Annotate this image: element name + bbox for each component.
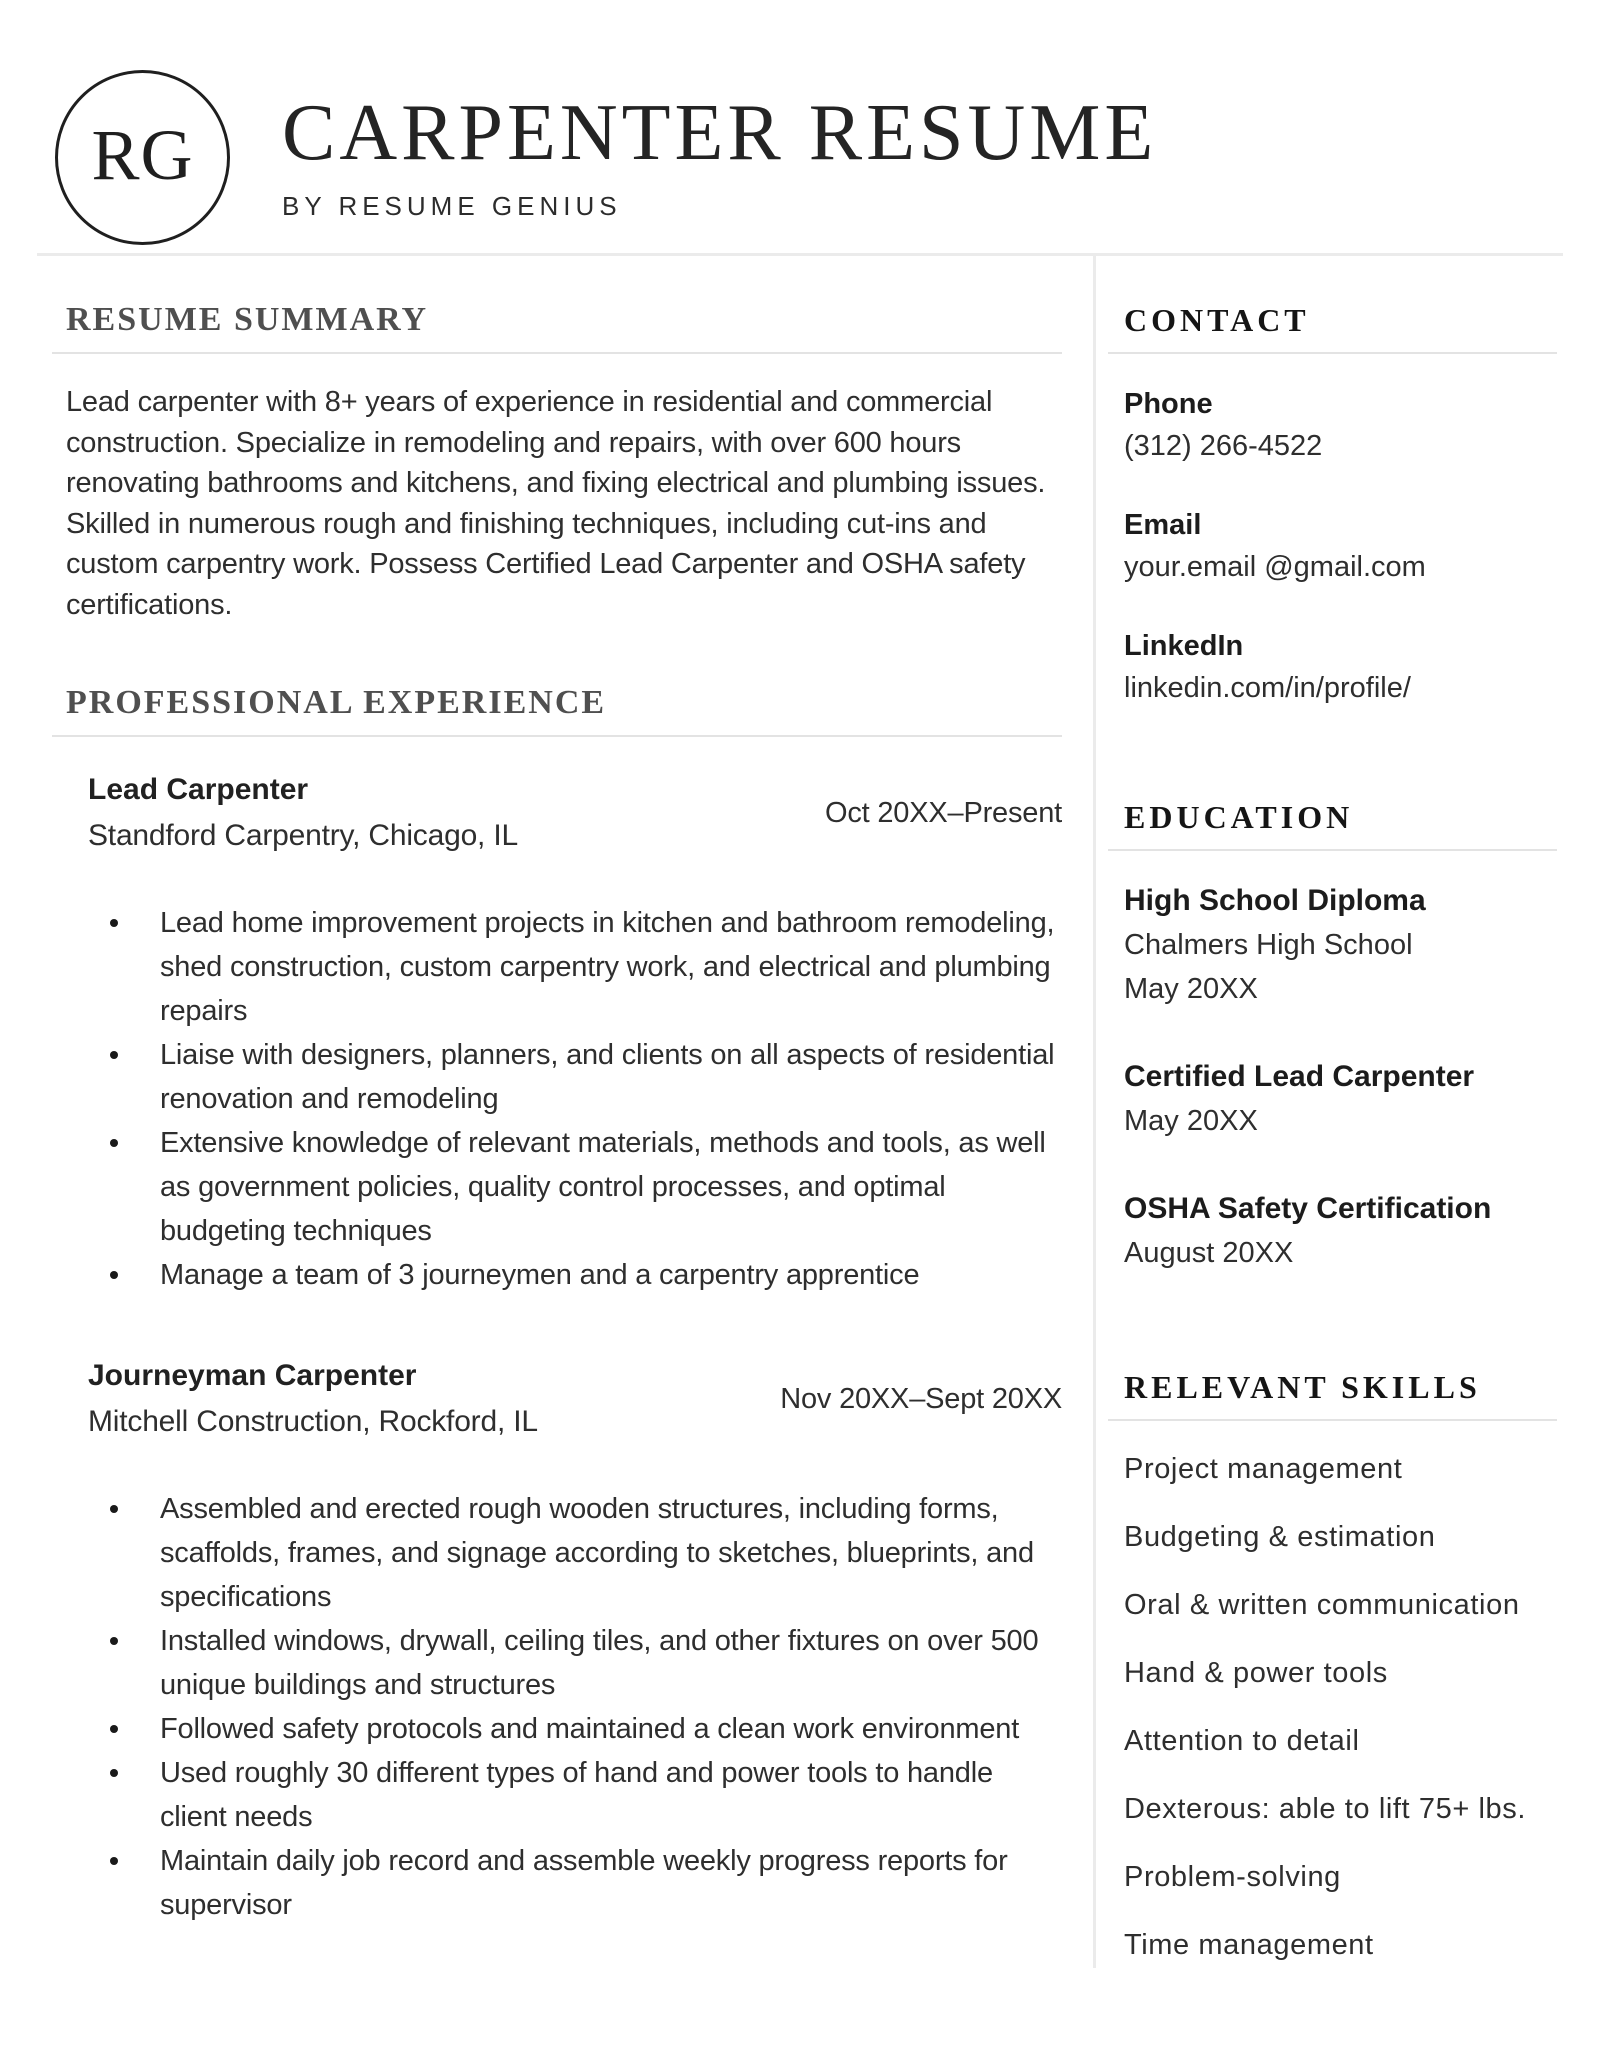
bullet-icon <box>110 1725 118 1733</box>
page-subtitle: BY RESUME GENIUS <box>282 191 622 221</box>
professional-experience-heading: PROFESSIONAL EXPERIENCE <box>52 683 1062 737</box>
contact-label: Email <box>1124 509 1202 541</box>
job-bullet-list <box>88 901 1062 1297</box>
contact-item-phone <box>1124 388 1557 463</box>
job-bullet-text: Liaise with designers, planners, and clients on all aspects of residential renovation and remodeling <box>160 1039 1055 1115</box>
job-bullet <box>88 1487 1062 1619</box>
job-bullet <box>88 1253 1062 1297</box>
contact-value: your.email @gmail.com <box>1124 551 1426 583</box>
job-bullet <box>88 1751 1062 1839</box>
bullet-icon <box>110 1505 118 1513</box>
relevant-skills-heading: RELEVANT SKILLS <box>1108 1367 1557 1421</box>
job-entry-journeyman-carpenter <box>88 1359 1062 1927</box>
bullet-icon <box>110 1769 118 1777</box>
education-school: Chalmers High School <box>1124 929 1413 961</box>
job-header <box>88 773 1062 853</box>
education-body <box>1108 879 1557 1275</box>
section-resume-summary <box>52 300 1062 625</box>
skill-item: Budgeting & estimation <box>1124 1521 1436 1553</box>
job-bullet-text: Lead home improvement projects in kitchen and bathroom remodeling, shed construction, custom carpentry work, and electrical and plumbing repairs <box>160 907 1055 1027</box>
logo-initials: RG <box>91 115 194 195</box>
job-bullet-list <box>88 1487 1062 1927</box>
job-bullet-text: Maintain daily job record and assemble weekly progress reports for supervisor <box>160 1845 1008 1921</box>
job-title-company <box>88 773 518 853</box>
education-date: August 20XX <box>1124 1237 1294 1269</box>
section-contact <box>1108 300 1557 705</box>
job-title: Journeyman Carpenter <box>88 1359 417 1392</box>
contact-value: linkedin.com/in/profile/ <box>1124 672 1411 704</box>
resume-summary-heading: RESUME SUMMARY <box>52 300 1062 354</box>
section-education <box>1108 797 1557 1275</box>
job-bullet <box>88 1033 1062 1121</box>
job-bullet <box>88 1121 1062 1253</box>
skill-item: Oral & written communication <box>1124 1589 1520 1621</box>
contact-item-email <box>1124 509 1557 584</box>
job-bullet <box>88 1619 1062 1707</box>
education-heading: EDUCATION <box>1108 797 1557 851</box>
content-columns <box>37 253 1563 1968</box>
education-date: May 20XX <box>1124 1105 1258 1137</box>
skills-body <box>1108 1453 1557 1962</box>
page-title: CARPENTER RESUME <box>282 89 1158 177</box>
job-bullet-text: Assembled and erected rough wooden structures, including forms, scaffolds, frames, and signage according to sketches, blueprints, and specifications <box>160 1493 1034 1613</box>
education-item <box>1124 1055 1557 1143</box>
main-column <box>37 256 1093 1968</box>
job-entry-lead-carpenter <box>88 773 1062 1297</box>
resume-summary-text: Lead carpenter with 8+ years of experience in residential and commercial construction. Specialize in remodeling and repairs, with over 600 hours renovating bathrooms and kitchens, and fixing electrical and plumbing issues. Skilled in numerous rough and finishing techniques, including cut-ins and custom carpentry work. Possess Certified Lead Carpenter and OSHA safety certifications. <box>66 386 1046 621</box>
job-bullet-text: Manage a team of 3 journeymen and a carpentry apprentice <box>160 1259 920 1291</box>
job-dates: Oct 20XX–Present <box>825 796 1062 829</box>
education-title: High School Diploma <box>1124 884 1426 917</box>
skill-item: Time management <box>1124 1929 1374 1961</box>
job-dates: Nov 20XX–Sept 20XX <box>780 1382 1062 1415</box>
section-professional-experience <box>52 683 1062 1927</box>
education-title: OSHA Safety Certification <box>1124 1192 1492 1225</box>
sidebar <box>1093 256 1563 1968</box>
job-bullet-text: Installed windows, drywall, ceiling tiles, and other fixtures on over 500 unique buildings and structures <box>160 1625 1039 1701</box>
job-bullet-text: Used roughly 30 different types of hand and power tools to handle client needs <box>160 1757 993 1833</box>
job-bullet-text: Followed safety protocols and maintained a clean work environment <box>160 1713 1020 1745</box>
title-block <box>282 89 1158 222</box>
skill-item: Problem-solving <box>1124 1861 1341 1893</box>
job-bullet <box>88 1839 1062 1927</box>
skill-item: Hand & power tools <box>1124 1657 1388 1689</box>
bullet-icon <box>110 1051 118 1059</box>
education-item <box>1124 1187 1557 1275</box>
education-date: May 20XX <box>1124 973 1258 1005</box>
header <box>37 0 1563 253</box>
bullet-icon <box>110 1271 118 1279</box>
bullet-icon <box>110 1139 118 1147</box>
job-title-company <box>88 1359 538 1439</box>
contact-label: LinkedIn <box>1124 630 1244 662</box>
bullet-icon <box>110 919 118 927</box>
job-company: Mitchell Construction, Rockford, IL <box>88 1405 538 1438</box>
job-header <box>88 1359 1062 1439</box>
education-item <box>1124 879 1557 1011</box>
job-bullet-text: Extensive knowledge of relevant materials, methods and tools, as well as government policies, quality control processes, and optimal budgeting techniques <box>160 1127 1046 1247</box>
skill-item: Attention to detail <box>1124 1725 1360 1757</box>
section-relevant-skills <box>1108 1367 1557 1962</box>
skill-item: Dexterous: able to lift 75+ lbs. <box>1124 1793 1527 1825</box>
job-company: Standford Carpentry, Chicago, IL <box>88 819 518 852</box>
job-title: Lead Carpenter <box>88 773 309 806</box>
education-title: Certified Lead Carpenter <box>1124 1060 1475 1093</box>
bullet-icon <box>110 1857 118 1865</box>
resume-genius-logo <box>55 70 230 245</box>
contact-value: (312) 266-4522 <box>1124 430 1323 462</box>
bullet-icon <box>110 1637 118 1645</box>
job-bullet <box>88 1707 1062 1751</box>
contact-item-linkedin <box>1124 630 1557 705</box>
contact-body <box>1108 388 1557 705</box>
job-bullet <box>88 901 1062 1033</box>
contact-label: Phone <box>1124 388 1213 420</box>
contact-heading: CONTACT <box>1108 300 1557 354</box>
skill-item: Project management <box>1124 1453 1403 1485</box>
